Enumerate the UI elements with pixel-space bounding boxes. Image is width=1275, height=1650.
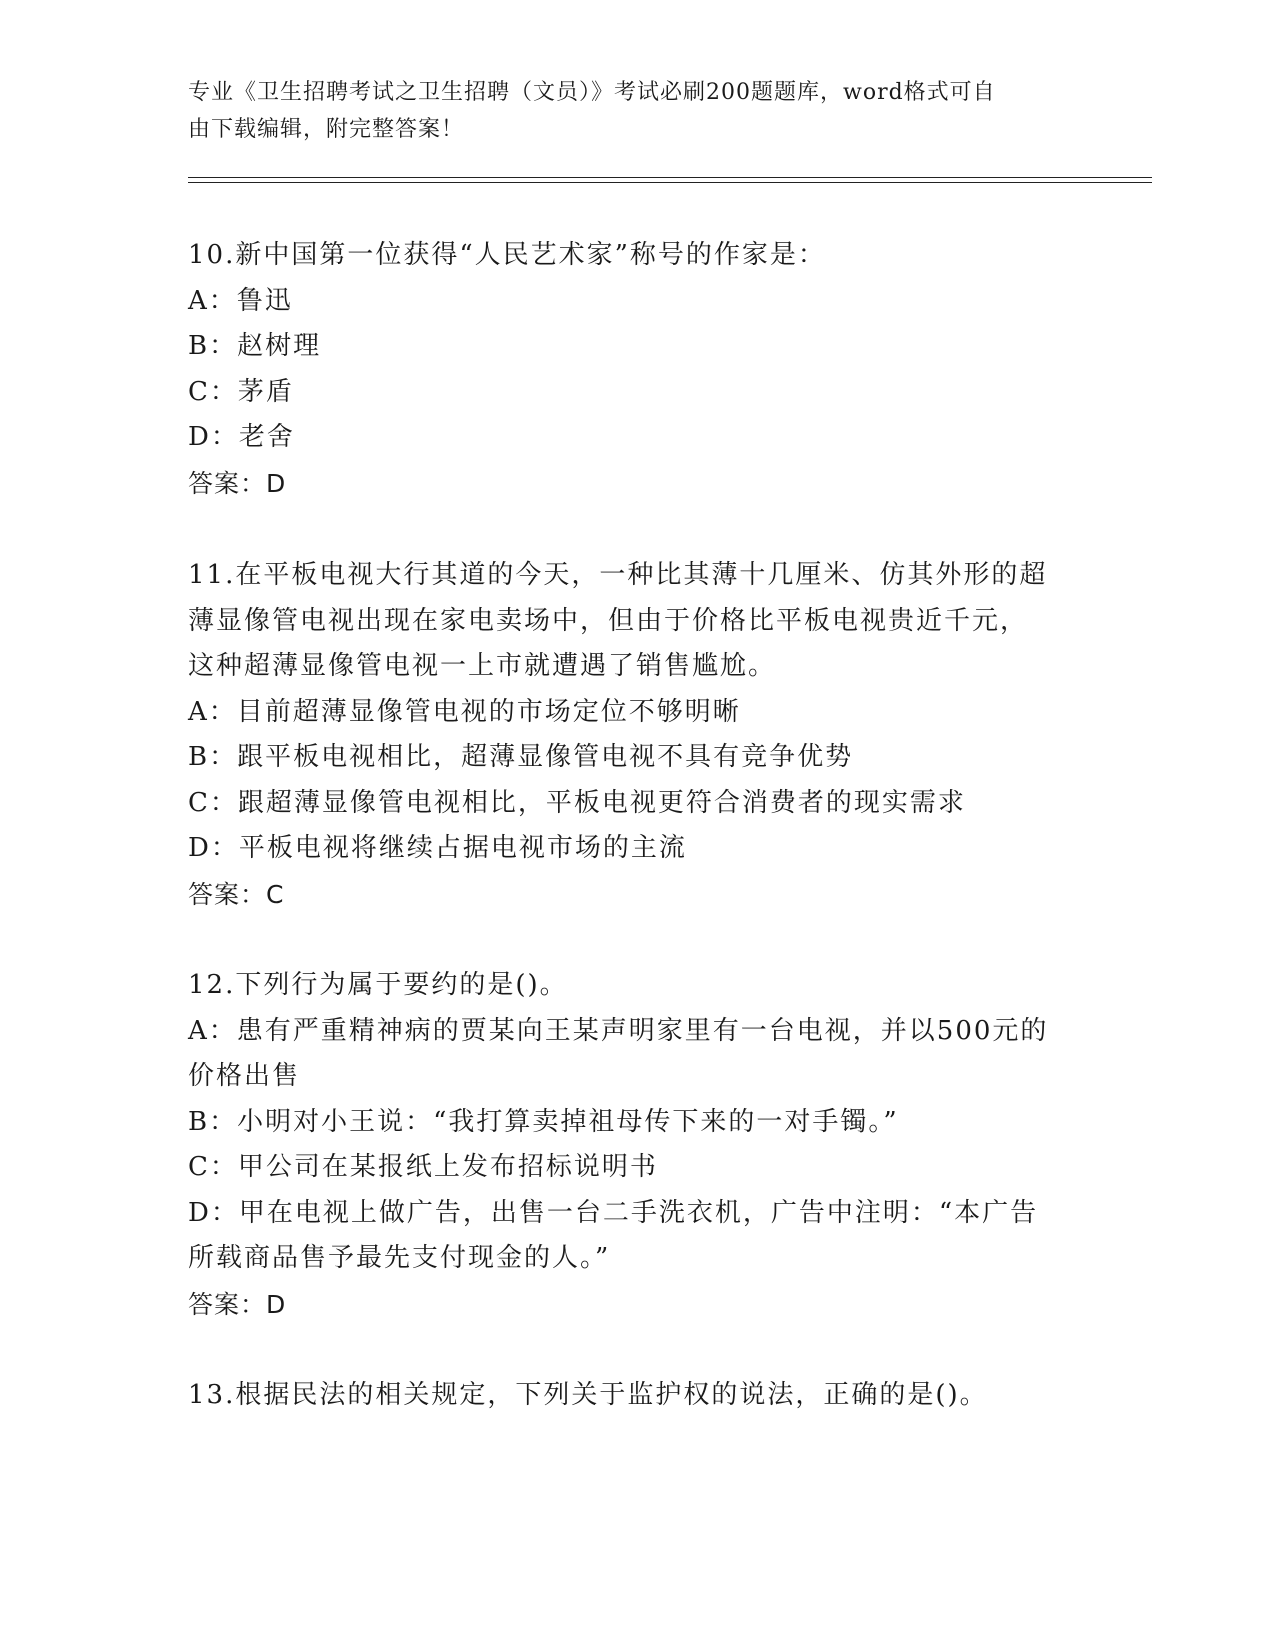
- option-a: A：目前超薄显像管电视的市场定位不够明晰: [188, 696, 741, 727]
- option-b: B：赵树理: [188, 331, 322, 361]
- option-a-cont: 价格出售: [188, 1061, 301, 1091]
- question-stem: 13.根据民法的相关规定，下列关于监护权的说法，正确的是()。: [188, 1380, 988, 1410]
- option-c: C：甲公司在某报纸上发布招标说明书: [188, 1152, 658, 1182]
- option-d-cont: 所载商品售予最先支付现金的人。”: [188, 1243, 611, 1273]
- question-stem-cont: 薄显像管电视出现在家电卖场中，但由于价格比平板电视贵近千元，: [188, 605, 1029, 636]
- option-d: D：老舍: [188, 422, 295, 452]
- question-12: [188, 963, 1088, 1327]
- header-line-1: 专业《卫生招聘考试之卫生招聘（文员）》考试必刷200题题库，word格式可自: [188, 80, 996, 105]
- question-13: [188, 1373, 1088, 1419]
- question-10: [188, 233, 1088, 506]
- option-b: B：小明对小王说：“我打算卖掉祖母传下来的一对手镯。”: [188, 1106, 899, 1137]
- answer-label: 答案：C: [188, 879, 285, 909]
- answer-label: 答案：D: [188, 1289, 287, 1319]
- header-line-2: 由下载编辑，附完整答案！: [188, 117, 465, 142]
- question-stem: 12.下列行为属于要约的是()。: [188, 970, 568, 1000]
- option-d: D：平板电视将继续占据电视市场的主流: [188, 833, 687, 863]
- header-divider-bottom: [188, 182, 1152, 183]
- document-header: [188, 74, 1088, 148]
- option-a: A：患有严重精神病的贾某向王某声明家里有一台电视，并以500元的: [188, 1015, 1049, 1046]
- question-stem: 11.在平板电视大行其道的今天，一种比其薄十几厘米、仿其外形的超: [188, 560, 1048, 590]
- question-stem: 10.新中国第一位获得“人民艺术家”称号的作家是：: [188, 240, 826, 270]
- option-d: D：甲在电视上做广告，出售一台二手洗衣机，广告中注明：“本广告: [188, 1197, 1039, 1228]
- option-c: C：茅盾: [188, 376, 294, 407]
- option-a: A：鲁迅: [188, 285, 293, 316]
- option-c: C：跟超薄显像管电视相比，平板电视更符合消费者的现实需求: [188, 787, 966, 818]
- question-11: [188, 553, 1088, 917]
- question-stem-cont: 这种超薄显像管电视一上市就遭遇了销售尴尬。: [188, 651, 777, 681]
- answer-label: 答案：D: [188, 468, 287, 498]
- header-divider-top: [188, 177, 1152, 178]
- option-b: B：跟平板电视相比，超薄显像管电视不具有竞争优势: [188, 742, 854, 772]
